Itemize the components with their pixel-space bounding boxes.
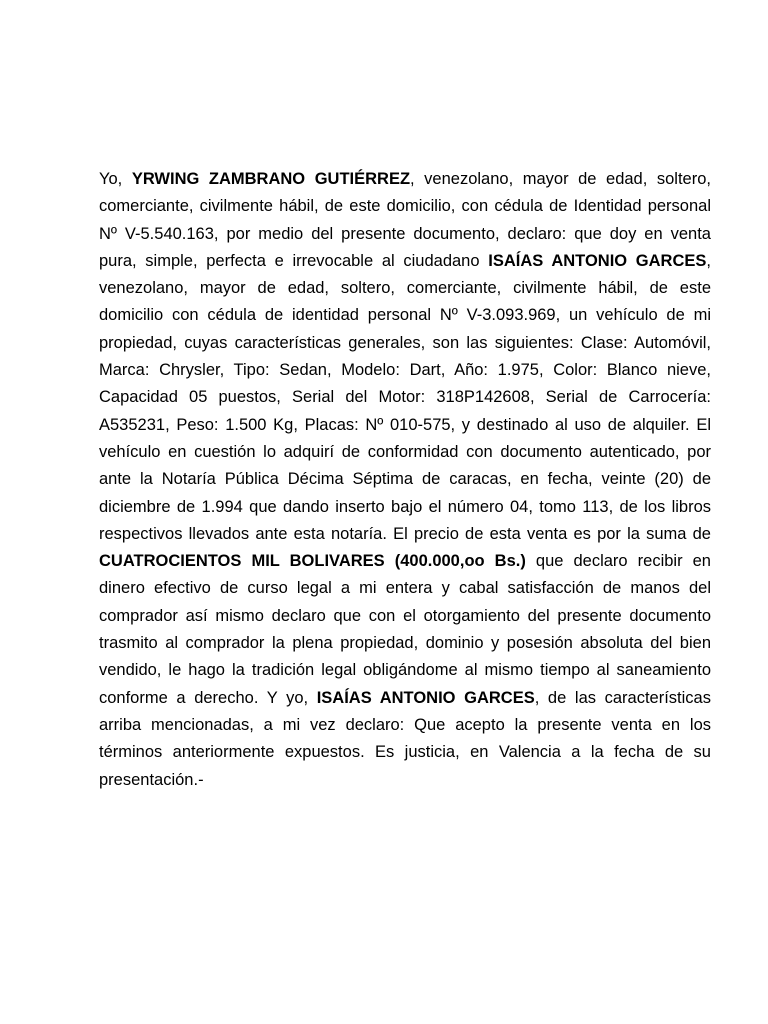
document-paragraph: [99, 166, 711, 794]
text-segment: , de las características arriba mencionadas, a mi vez declaro: Que acepto la presente venta en los términos anteriormente expuestos. Es justicia, en Valencia a la fecha de su presentación.-: [99, 688, 711, 789]
buyer-name: ISAÍAS ANTONIO GARCES: [316, 688, 535, 707]
text-segment: , venezolano, mayor de edad, soltero, comerciante, civilmente hábil, de este domicilio, con cédula de Identidad personal Nº V-5.540.163, por medio del presente documento, declaro: que doy en venta pura, simple, perfecta e irrevocable al ciudadano: [99, 170, 711, 270]
seller-name: YRWING ZAMBRANO GUTIÉRREZ: [131, 170, 411, 188]
text-segment: Yo,: [99, 170, 132, 188]
buyer-name: ISAÍAS ANTONIO GARCES: [488, 251, 707, 270]
sale-price: CUATROCIENTOS MIL BOLIVARES (400.000,oo Bs.): [99, 552, 526, 571]
text-segment: , venezolano, mayor de edad, soltero, comerciante, civilmente hábil, de este domicilio con cédula de identidad personal Nº V-3.093.969, un vehículo de mi propiedad, cuyas características generales, son las siguientes: Clase: Automóvil, Marca: Chrysler, Tipo: Sedan, Modelo: Dart, Año: 1.975, Color: Blanco nieve, Capacidad 05 puestos, Serial del Motor: 318P142608, Serial de Carrocería: A535231, Peso: 1.500 Kg, Placas: Nº 010-575, y destinado al uso de alquiler. El vehículo en cuestión lo adquirí de conformidad con documento autenticado, por ante la Notaría Pública Décima Séptima de caracas, en fecha, veinte (20) de diciembre de 1.994 que dando inserto bajo el número 04, tomo 113, de los libros respectivos llevados ante esta notaría. El precio de esta venta es por la suma de: [99, 251, 711, 543]
text-segment: que declaro recibir en dinero efectivo de curso legal a mi entera y cabal satisfacción de manos del comprador así mismo declaro que con el otorgamiento del presente documento trasmito al comprador la plena propiedad, dominio y posesión absoluta del bien vendido, le hago la tradición legal obligándome al mismo tiempo al saneamiento conforme a derecho. Y yo,: [99, 552, 711, 707]
